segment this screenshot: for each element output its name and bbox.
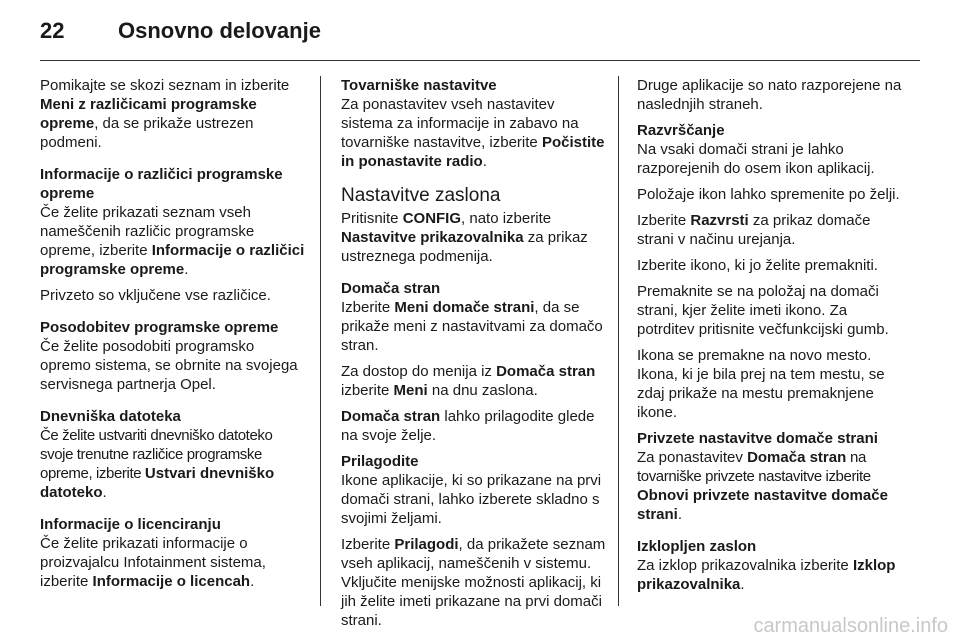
section-heading: Tovarniške nastavitve [341,77,497,94]
factory-settings-section: Tovarniške nastavitve Za ponastavitev vseh nastavitev sistema za informacije in zabavo na tovarniške nastavitve, izberite Počistite in ponastavite radio. [341,76,607,171]
column-divider-1 [320,76,321,606]
paragraph: Domača stran lahko prilagodite glede na svoje želje. [341,408,595,444]
software-version-section: Informacije o različici programske opreme Če želite prikazati seznam vseh nameščenih različic programske opreme, izberite Informacije o različici programske opreme. [40,166,305,278]
paragraph: Pritisnite CONFIG, nato izberite Nastavitve prikazovalnika za prikaz ustreznega podmenija. [341,210,588,265]
paragraph: Druge aplikacije so nato razporejene na naslednjih straneh. [637,77,902,113]
paragraph: Izberite ikono, ki jo želite premakniti. [637,257,878,274]
log-file-section: Dnevniška datoteka Če želite ustvariti dnevniško datoteko svoje trenutne različice programske opreme, izberite Ustvari dnevniško datoteko. [40,407,306,502]
section-heading: Informacije o licenciranju [40,516,221,533]
section-heading: Dnevniška datoteka [40,408,181,425]
page-title: Osnovno delovanje [118,18,321,43]
home-defaults-section: Privzete nastavitve domače strani Za ponastavitev Domača stran na tovarniške privzete nastavitve izberite Obnovi privzete nastavitve domače strani. [637,429,903,524]
column-2 [341,76,607,637]
section-heading: Razvrščanje [637,122,725,139]
main-section-title: Nastavitve zaslona [341,185,501,206]
paragraph: Izberite Razvrsti za prikaz domače strani v načinu urejanja. [637,212,871,248]
watermark: carmanualsonline.info [753,615,948,637]
customize-section: Prilagodite Ikone aplikacije, ki so prikazane na prvi domači strani, lahko izberete skladno s svojimi željami. [341,452,607,528]
paragraph: Izberite Prilagodi, da prikažete seznam vseh aplikacij, nameščenih v sistemu. Vključite menijske možnosti aplikacij, ki jih želite imeti prikazane na prvi domači strani. [341,536,606,629]
page-header [40,18,920,48]
paragraph: Premaknite se na položaj na domači strani, kjer želite imeti ikono. Za potrditev pritisnite večfunkcijski gumb. [637,283,889,338]
software-update-section: Posodobitev programske opreme Če želite posodobiti programsko opremo sistema, se obrnite na svojega servisnega partnerja Opel. [40,318,306,394]
column-divider-2 [618,76,619,606]
licensing-section: Informacije o licenciranju Če želite prikazati informacije o proizvajalcu Infotainment sistema, izberite Informacije o licencah. [40,515,306,591]
home-page-section: Domača stran Izberite Meni domače strani, da se prikaže meni z nastavitvami za domačo stran. [341,279,607,355]
page-number: 22 [40,18,65,43]
section-heading: Posodobitev programske opreme [40,319,279,336]
section-heading: Prilagodite [341,453,419,470]
section-heading: Informacije o različici programske opreme [40,166,283,202]
paragraph: Položaje ikon lahko spremenite po želji. [637,186,900,203]
section-heading: Domača stran [341,280,441,297]
column-3 [637,76,903,601]
display-off-section: Izklopljen zaslon Za izklop prikazovalnika izberite Izklop prikazovalnika. [637,537,903,594]
section-heading: Izklopljen zaslon [637,538,757,555]
paragraph: Za dostop do menija iz Domača stran izberite Meni na dnu zaslona. [341,363,596,399]
header-divider [40,60,920,61]
section-heading: Privzete nastavitve domače strani [637,430,878,447]
intro-paragraph: Pomikajte se skozi seznam in izberite Meni z različicami programske opreme, da se prikaže ustrezen podmeni. [40,77,290,151]
column-1 [40,76,306,598]
sorting-section: Razvrščanje Na vsaki domači strani je lahko razporejenih do osem ikon aplikacij. [637,121,903,178]
paragraph: Ikona se premakne na novo mesto. Ikona, ki je bila prej na tem mestu, se zdaj prikaže na mestu premaknjene ikone. [637,347,885,421]
paragraph: Privzeto so vključene vse različice. [40,287,271,304]
